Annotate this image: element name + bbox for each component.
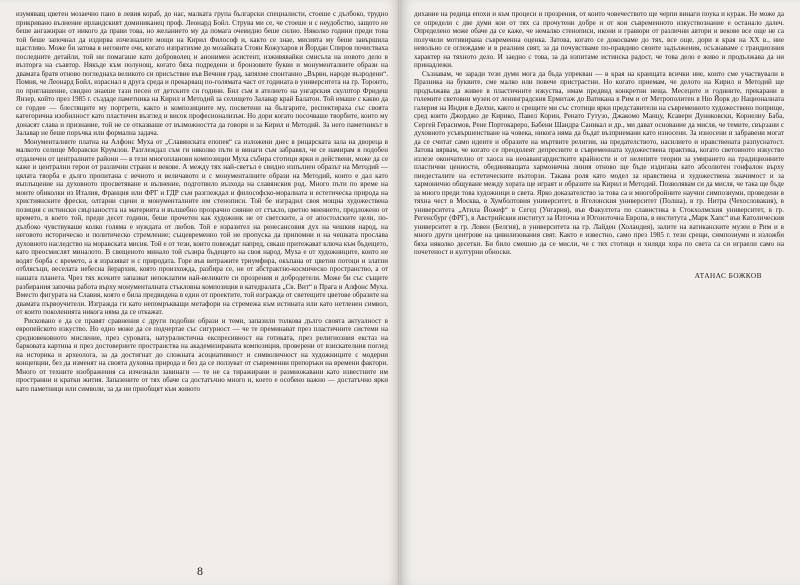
left-page-text — [16, 10, 388, 393]
paragraph: Съзнавам, че заради тези думи мога да бъда упрекван — в края на краищата всички ние, които сме участвували в Празника на буквите, сме малко или повече пристрастни. Но когато приемам, че делото на Кирил и Методий ще продължава да живее в пластичните изкуства, имам предвид конкретни неща. Месеците и годините, прекарани в големите световни музеи от ленинградския Ермитаж до Ватикана в Рим и от Метрополитен в Ню Йорк до Националната галерия на Индия в Делхи, както и срещите ми със стотици ярки представители на съвременното художествено поприще, сред които Джорджо де Кирико, Павел Корин, Ренато Гутузо, Джакомо Манцу, Ксавери Дуниковски, Корнелиу Баба, Сергей Герасимов, Рене Портокареро, Бабени Шандра Саникал и др., ми дават основание да мисля, че темите, свързани с духовното усъвършенстване на човека, никога няма да бъдат възприемани като износени. За износени и забравени могат да се считат само идеите и образите на мъртвите религии, на предателството, насилието и нравствената разпуснатост. Затова вярвам, че когато се преодолеят депресиите в съвременната художествена практика, когато световното изкуство излезе окончателно от хаоса на неоавангардистките крайности и от нелепите теории за умирането на традиционните пластични ценности, обединяващата хармонична линия отново ще бъде издигана като абсолютен гонфалон върху пиедесталите на естетическите възторзи. Такава роля като модел за нравствена и художествена значимост и за хармонично общуване между хората ще играят и образите на Кирил и Методий. Позволявам си да мисля, че така ще бъде за много преди това художници в света. Ярко доказателство за това са и многобройните научни симпозиуми, проведени в тяхна чест в Москва, в Хумболтовия университет, в Ягелонския университет (Полша), в гр. Нитра (Чехословакия), в университета „Атила Йожеф“ в Сегед (Унгария), във Факултета по славистика в Стокхолмския университет, в гр. Регенсбург (ФРГ), в Австрийския институт за Източна и Югоизточна Европа, в института „Марк Хапс“ във Католическия университет в гр. Ловен (Белгия), в университета на гр. Лайден (Холандия), залите на ватиканските музеи в Рим и в много други центрове на цивилизования свят. Както е известно, само през 1985 г. тези срещи, симпозиуми и изложби бяха няколко десетки. Би било смешно да се мисли, че с тях стотици и хиляди хора по света са си играели само на почетеност и културни обноски. — [414, 69, 784, 257]
page-number: 8 — [197, 564, 203, 578]
paragraph: Монументалните платна на Алфонс Муха от „Славянската епопея“ са изложени днес в рицарската зала на двореца в малкото селище Моравски Крумлов. Разглеждал съм ги няколко пъти и винаги съм забравял, че се намирам в подобен отдалечен от централните райони — в тези многопланови композиции Муха събира стотици ярки и действени, може да се каже и централни герои от различни страни и векове. А между тях най-светъл е свидно изпълнен образът на Методий — цялата творба е дълго пропитана с вечното и величавото и с монументалните образи на Методий, които е дал като въплъщение на духовното просветяване и вълнение, подготвило възхода на славянския род. Много пъти по време на моите обиколки из Италия, Франция или ФРГ и ГДР съм разглеждал и философско-моралната и естетическа природа на християнските фрески, олтарни сцени и монументалните им стенописи. Той бе изградил своя мощна художествена позиция с истински свързаността на материята и вълшебно прозрачно сияние от стъкло, цветно мнението, предложено от времето, в което той, преди десет години, беше прочетен как художник не от светските, а от апостолските цели, по-дълбоко чувствуваше колко голяма е нуждата от любов. Той е изразител на ренесансовия дух на чешкия народ, на неговото историческо и политическо стремление; същевременно той не пропуска да припомни и на чешката прослава духовното наследство на моравската мисия. Той е от тези, които повеждат напред, сякаш притежават ключа към бъдещето, като преосмислят миналото. В свещеното минало той съзира бъдещето на своя народ. Муха е от художниците, които не водят борба с времето, а я изразяват и с природата. Горе във витражите триумфира, окъпана от цветни потоци и златни отблясъци, веселата небесна йерархия, която произхожда, разбира се, не от абстрактно-космическо пространство, а от нашата планета. Чрез тях всеките запазват непоклатим най-великите си прозрения и добродетели. Може би със същите разбирания започва работа върху монументалната стъкловна композиция в катедралата „Св. Вит“ в Прага и Алфонс Муха. Вместо фигурата на Славия, която е била предвидена в един от проектите, той изгражда от светещите цветове образите на двамата първоучители. Изгражда ги като непомръкващи метафори на стремежа към истината или като нетленен символ, от които поколенията никога няма да се откажат. — [16, 137, 388, 317]
right-page — [400, 0, 800, 585]
right-page-text — [414, 10, 784, 257]
paragraph: изумяващ цветен мозаечно пано в левия кораб, до нас, малката група български специалисти, стоеше с дълбоко, трудно прикривано вълнение ирландският доминиканец проф. Леонард Бойл. Струва ми се, че стоеше и с неудобство, защото не беше ангажиран от никого да прави това, но желанието му да помага очевидно беше силно. Няколко години преди това той беше започнал да издирва изчезналите мощи на Кирил Философ и, както се знае, мисията му беше завършила щастливо. Може би затова в неговите очи, когато изпратихме до мозайката Стоян Кожухаров и Йордан Спиров почистваха последните детайли, той ни помагаше като доброволец и анонимен асистент, изживявайки смисъла на новото дело в възторга на съавтор. Някъде към полунощ, когато бяха подредени и бронзовите букви и монументалните образи на двамата братя отново погледнаха великото си присъствие във Вечния град, запяхме спонтанно „Върви, народе възродени“. Помня, че Леонард Бойл, израснал в друга среда и прекарващ по-голямата част от годината в университета на гр. Торонто, по приглашение, свидно знаеше тази песен от детските си години. Бил съм в ателието на унгарския скулптор Фридеш Янзер, който през 1985 г. създаде паметника на Кирил и Методий за селището Залавар край Балатон. Той имаше с какво да се гордее — блестящите му портрети, както и композициите му, посветени на българите, респектираха със своята категорична изобилност като пластичен възглед и висок професионализъм. Но дори когато посочваше творбите, които му донасят слава и признание, той не се отказваше от възможността да говори и за Кирил и Методий. За него паметникът в Залавар не беше поръчка или формална задача. — [16, 10, 388, 138]
author-signature: АТАНАС БОЖКОВ — [694, 270, 762, 280]
paragraph: дихание на редица епохи и към процеси и прозрения, от които човечеството ще черпи винаги поука и кураж. Не може да се определи с две думи кои от тях са прочутени добре и от кои съвременното изкуствознание е останало далеч. Определено може обаче да се каже, че немалко стенописи, икони и гравюри от различни автори и векове все още не са получили мотивирана съвременна оценка. Затова, когато се докосваме до тях, все още, дори в края на XX в., ние невольно се оглеждаме и в реалния свят, за да почувстваме по-правдиво своите задължения, осъзнаваме с грандиозния характер на тяхното дело. И заедно с това, за да изпитаме истинска радост, че това дело е живо и продължава да ни принадлежи. — [414, 10, 784, 70]
paragraph: Рисковано е да се правят сравнения с други подобни образи и теми, запазили толкова дълго своята актуалност в европейското изкуство. Но едно може да се подчертае със сигурност — че те преминават през пластичните системи на средновековното мисление, през суровата, натуралистична експресивност на готиката, през религиозния екстаз на барковата картина и през достоверните пространства на академизираната композиция, проверени от взискателния поглед на историка и археолога, за да достигнат до сложната асоциативност и символичност на художниците с модерни концепции, без да изменят на своята духовна природа и без да се ползуват от съвременни препоръки на времени фактори. Много от техните изображения са изчезнали завинаги — те не са тиражирани и размножавани като известните им пространни и кратки жития. Запазените от тях обаче са достатъчно много и, което е особено важно — достатъчно ярки като паметници или символи, за да ни приобщят към живото — [16, 316, 388, 393]
